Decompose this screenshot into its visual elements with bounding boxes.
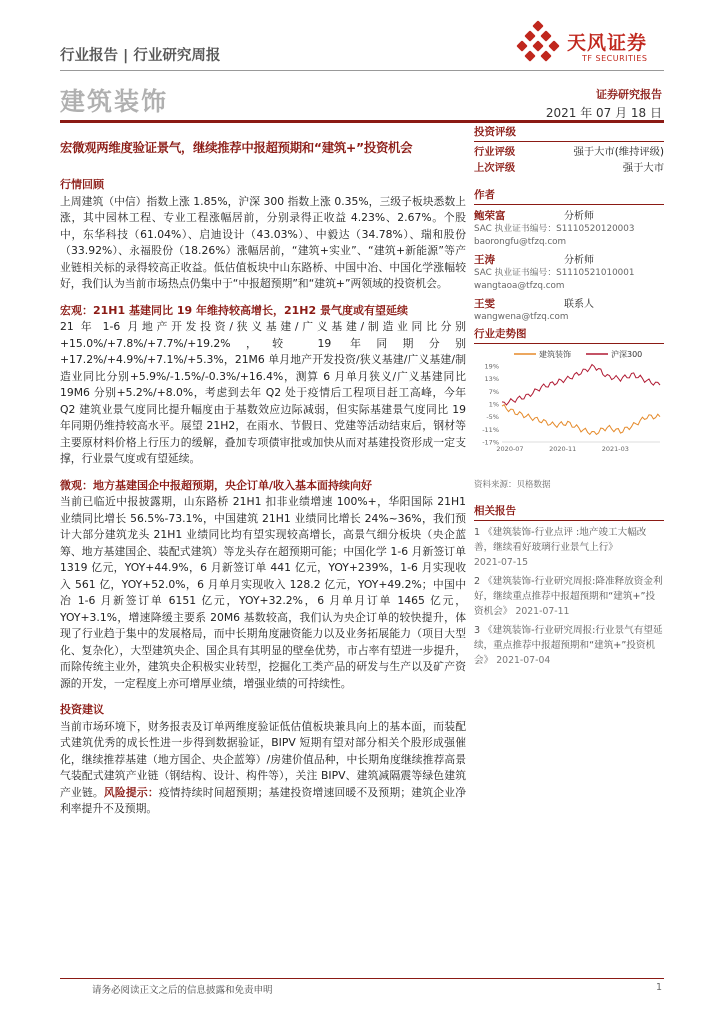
header-divider <box>60 70 664 71</box>
related-report[interactable] <box>474 574 664 619</box>
author-entry <box>474 210 664 249</box>
risk-label: 风险提示： <box>103 785 159 799</box>
related-report-date: 2021-07-15 <box>474 557 529 568</box>
section-heading: 宏观：21H1 基建同比 19 年维持较高增长，21H2 景气度或有望延续 <box>60 303 408 317</box>
trend-heading: 行业走势图 <box>474 326 664 344</box>
legend-label: 建筑装饰 <box>539 350 571 359</box>
legend-label: 沪深300 <box>611 350 643 359</box>
rating-key: 行业评级 <box>474 146 516 158</box>
related-report-title[interactable]: 2 《建筑装饰-行业研究周报:降准释放资金利好，继续重点推荐中报超预期和“建筑+”投资机会》 <box>474 576 663 617</box>
author-entry <box>474 298 664 324</box>
author-name: 王涛 <box>474 254 495 266</box>
section-heading: 行情回顾 <box>60 178 104 191</box>
rating-heading: 投资评级 <box>474 124 664 142</box>
y-tick-label: -17% <box>482 438 499 447</box>
y-tick-label: -5% <box>486 413 499 422</box>
series-line <box>502 405 660 435</box>
main-content <box>60 172 466 818</box>
title-divider <box>60 120 664 123</box>
rating-value: 强于大市 <box>622 162 664 174</box>
logo-text: 天风证券 <box>567 32 648 54</box>
rating-row <box>474 144 664 160</box>
x-tick-label: 2020-07 <box>496 445 524 453</box>
author-name: 王雯 <box>474 298 495 310</box>
rating-row <box>474 160 664 176</box>
report-title: 宏微观两维度验证景气，继续推荐中报超预期和“建筑+”投资机会 <box>60 140 413 155</box>
author-email[interactable]: wangtaoa@tfzq.com <box>474 281 565 291</box>
related-report[interactable] <box>474 525 664 570</box>
x-tick-label: 2020-11 <box>549 445 577 453</box>
page-number: 1 <box>655 982 662 993</box>
series-line <box>502 365 660 406</box>
y-tick-label: 1% <box>488 400 499 409</box>
investment-text: 当前市场环境下，财务报表及订单两维度验证低估值板块兼具向上的基本面，而装配式建筑优秀的成长性进一步得到数据验证，BIPV 短期有望对部分相关个股形成强催化，继续推荐基建（地方国企、央企蓝筹）/房建价值品种，中长期角度继续推荐高景气装配式建筑产业链（钢结构、设计、构件等），关注 BIPV、建筑减隔震等绿色建筑产业链。 <box>60 719 466 799</box>
sector-title: 建筑装饰 <box>60 87 169 116</box>
report-type: 行业报告 | 行业研究周报 <box>60 48 221 64</box>
section-paragraph <box>60 719 466 818</box>
authors-heading: 作者 <box>474 187 664 205</box>
y-tick-label: 19% <box>484 362 499 371</box>
related-report-title[interactable]: 3 《建筑装饰-行业研究周报:行业景气有望延续，重点推荐中报超预期和“建筑+”投资机会》 <box>474 625 663 666</box>
footer-divider <box>60 978 664 979</box>
author-name: 鲍荣富 <box>474 210 506 222</box>
author-email[interactable]: baorongfu@tfzq.com <box>474 237 567 247</box>
related-report-date: 2021-07-04 <box>496 655 551 666</box>
y-tick-label: -11% <box>482 425 499 434</box>
section-paragraph: 21 年 1-6 月地产开发投资/狭义基建/广义基建/制造业同比分别+15.0%/+7.8%/+7.7%/+19.2%，较 19 年同期分别+17.2%/+4.9%/+7.1%/+5.3%，21M6 单月地产开发投资/狭义基建/广义基建/制造业同比分别+5.9%/-1.5%/-0.3%/+16.4%，测算 6 月单月狭义/广义基建同比 19M6 分别+5.2%/+8.0%，考虑到去年 Q2 处于疫情后工程项目赶工高峰，今年 Q2 建筑业景气度同比提升幅度由于基数效应边际减弱，但实际基建景气度同比 19 年同期仍维持较高水平。展望 21H2，在雨水、节假日、党建等活动结束后，钢材等主要原材料价格上行压力的缓解，叠加专项债审批或加快从而对基建投资形成一定支撑，行业景气度或有望延续。 <box>60 320 466 465</box>
risk-text: 疫情持续时间超预期；基建投资增速回暖不及预期；建筑企业净利率提升不及预期。 <box>60 785 467 815</box>
related-heading: 相关报告 <box>474 503 664 521</box>
related-report[interactable] <box>474 623 664 668</box>
report-kind: 证券研究报告 <box>596 88 662 101</box>
author-email[interactable]: wangwena@tfzq.com <box>474 312 569 322</box>
related-report-date: 2021-07-11 <box>515 606 570 617</box>
rating-value: 强于大市(维持评级) <box>573 146 664 158</box>
rating-panel <box>474 124 664 176</box>
y-tick-label: 13% <box>484 375 499 384</box>
section-paragraph: 当前已临近中报披露期，山东路桥 21H1 扣非业绩增速 100%+，华阳国际 21H1 业绩同比增长 56.5%-73.1%，中国建筑 21H1 业绩同比增长 24%~36%，我们预计大部分建筑龙头 21H1 业绩同比均有望实现较高增长，高景气细分板块（央企蓝筹、地方基建国企、装配式建筑）等龙头存在超预期可能；中国化学 1-6 月新签订单 1319 亿元，YOY+44.9%，6 月新签订单 441 亿元，YOY+239%，1-6 月实现收入 561 亿，YOY+52.0%，6 月单月实现收入 128.2 亿元，YOY+49.2%；中国中冶 1-6 月新签订单 6151 亿元，YOY+32.2%，6 月单月订单 1465 亿元，YOY+3.1%，增速降缓主要系 20M6 基数较高，我们认为央企订单的较快提升，体现了行业趋于集中的发展格局，而中长期角度融资能力以及业务拓展能力（项目大型化、复杂化），大型建筑央企、国企具有其明显的壁垒优势，市占率有望进一步提升，而除传统主业外，建筑央企积极实业转型，挖掘化工类产品的研发与生产以及矿产资源的开发，一定程度上亦可增厚业绩，增强业绩的可持续性。 <box>60 495 466 690</box>
author-role: 联系人 <box>564 299 594 310</box>
x-tick-label: 2021-03 <box>601 445 629 453</box>
y-tick-label: 7% <box>488 387 499 396</box>
related-panel <box>474 503 664 668</box>
report-date: 2021 年 07 月 18 日 <box>545 106 662 120</box>
footer-disclaimer[interactable]: 请务必阅读正文之后的信息披露和免责申明 <box>92 985 273 996</box>
rating-key: 上次评级 <box>474 162 516 174</box>
author-cert: SAC 执业证书编号：S1110521010001 <box>474 268 635 278</box>
section-paragraph: 上周建筑（中信）指数上涨 1.85%，沪深 300 指数上涨 0.35%，三级子板块悉数上涨，其中园林工程、专业工程涨幅居前，分别录得正收益 4.23%、2.67%。个股中，东华科技（61.04%）、启迪设计（43.03%）、中毅达（34.78%）、瑞和股份（33.92%）、永福股份（18.26%）涨幅居前，“建筑+实业”、“建筑+新能源”等产业链相关标的录得较高正收益。低估值板块中山东路桥、中国中冶、中国化学涨幅较好，我们认为当前市场热点仍集中于“中报超预期”和“建筑+”两领域的投资机会。 <box>60 194 466 290</box>
logo-subtext: TF SECURITIES <box>582 54 648 63</box>
author-entry <box>474 254 664 293</box>
authors-panel <box>474 187 664 324</box>
related-report-title[interactable]: 1 《建筑装饰-行业点评 :地产竣工大幅改善，继续看好玻璃行业景气上行》 <box>474 527 647 553</box>
trend-chart <box>474 346 664 464</box>
author-cert: SAC 执业证书编号：S1110520120003 <box>474 224 635 234</box>
section-heading: 投资建议 <box>60 703 104 716</box>
chart-source: 资料来源：贝格数据 <box>474 480 551 490</box>
author-role: 分析师 <box>564 211 594 222</box>
section-heading: 微观：地方基建国企中报超预期，央企订单/收入基本面持续向好 <box>60 478 373 492</box>
author-role: 分析师 <box>564 255 594 266</box>
trend-heading-wrap <box>474 326 664 344</box>
